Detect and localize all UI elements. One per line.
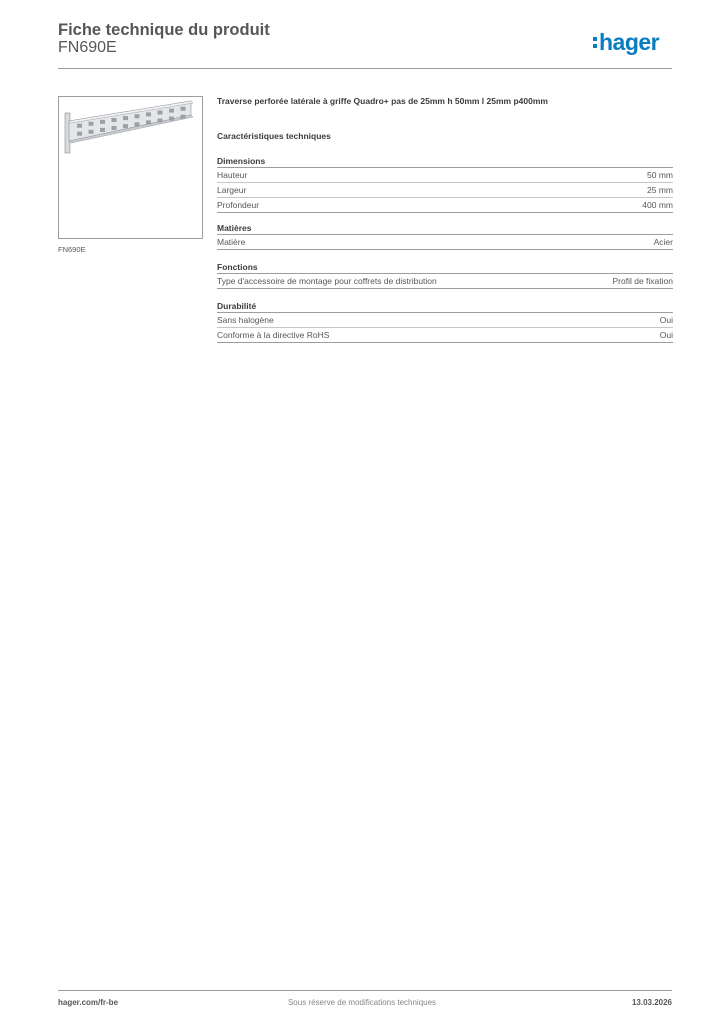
page-title: Fiche technique du produit	[58, 21, 270, 39]
footer-date: 13.03.2026	[631, 998, 672, 1007]
spec-value: Oui	[659, 315, 673, 325]
section-title: Durabilité	[217, 300, 673, 313]
rail-hole	[89, 122, 94, 126]
rail-hole	[77, 132, 82, 136]
rail-hole	[77, 124, 82, 128]
rail-hole	[158, 119, 163, 123]
spec-row	[217, 235, 673, 250]
spec-row	[217, 313, 673, 328]
section-title: Dimensions	[217, 155, 673, 168]
rail-hole	[100, 120, 105, 124]
spec-value: 50 mm	[647, 170, 673, 180]
spec-label: Largeur	[217, 185, 247, 195]
product-reference: FN690E	[58, 39, 117, 56]
spec-value: 400 mm	[642, 200, 673, 210]
rail-hole	[112, 126, 117, 130]
rail-hole	[89, 130, 94, 134]
rail-hole	[146, 120, 151, 124]
rail-hole	[181, 107, 186, 111]
product-description: Traverse perforée latérale à griffe Quadro+ pas de 25mm h 50mm l 25mm p400mm	[217, 96, 548, 106]
spec-value: Acier	[653, 237, 673, 247]
spec-row	[217, 198, 673, 213]
hager-logo	[593, 29, 659, 56]
spec-label: Type d'accessoire de montage pour coffrets de distribution	[217, 276, 437, 286]
image-caption: FN690E	[58, 245, 86, 254]
rail-hole	[123, 116, 128, 120]
rail-hole	[169, 109, 174, 113]
logo-dots-icon	[593, 37, 597, 48]
section-dimensions	[217, 155, 673, 213]
rail-hole	[169, 117, 174, 121]
spec-row	[217, 328, 673, 343]
spec-row	[217, 168, 673, 183]
section-durability	[217, 300, 673, 343]
spec-label: Conforme à la directive RoHS	[217, 330, 330, 340]
spec-label: Sans halogène	[217, 315, 274, 325]
rail-hole	[158, 111, 163, 115]
footer-notice: Sous réserve de modifications techniques	[287, 998, 437, 1007]
spec-row	[217, 183, 673, 198]
rail-hole	[123, 124, 128, 128]
characteristics-heading: Caractéristiques techniques	[217, 131, 331, 141]
perforated-rail-image	[59, 97, 202, 238]
footer-website: hager.com/fr-be	[58, 998, 119, 1007]
spec-label: Profondeur	[217, 200, 260, 210]
footer-divider	[58, 990, 672, 991]
spec-label: Hauteur	[217, 170, 248, 180]
rail-hole	[135, 114, 140, 118]
rail-hole	[100, 128, 105, 132]
section-title: Fonctions	[217, 261, 673, 274]
section-title: Matières	[217, 222, 673, 235]
spec-row	[217, 274, 673, 289]
rail-hole	[181, 115, 186, 119]
product-image-frame	[58, 96, 203, 239]
spec-label: Matière	[217, 237, 246, 247]
logo-text: hager	[599, 29, 660, 55]
spec-value: Oui	[659, 330, 673, 340]
rail-hole	[146, 112, 151, 116]
rail-hole	[112, 118, 117, 122]
section-materials	[217, 222, 673, 250]
spec-value: Profil de fixation	[612, 276, 673, 286]
rail-hole	[135, 122, 140, 126]
header-divider	[58, 68, 672, 69]
section-functions	[217, 261, 673, 289]
spec-value: 25 mm	[647, 185, 673, 195]
